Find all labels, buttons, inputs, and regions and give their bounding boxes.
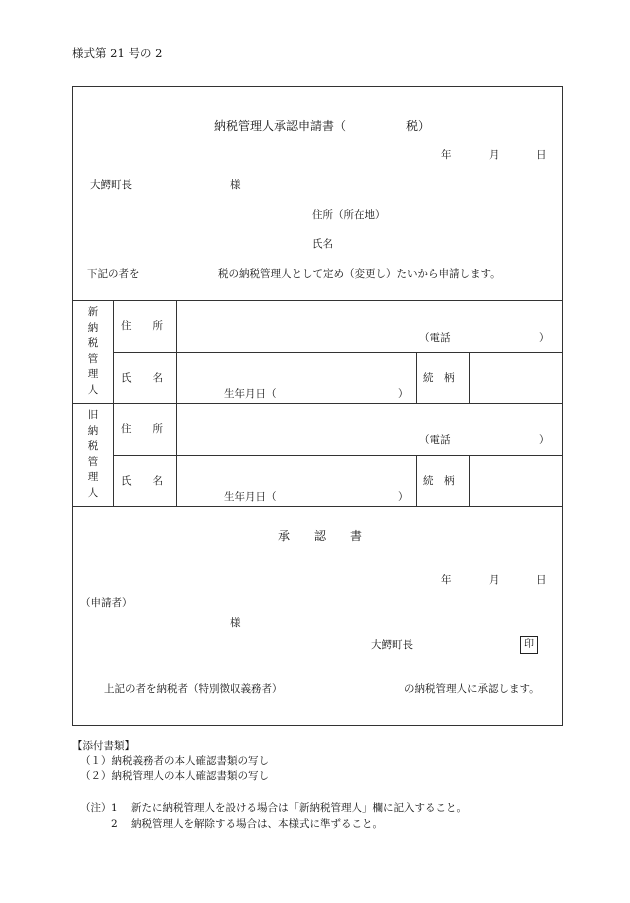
new-phone-close: ）	[539, 332, 550, 344]
attachment-item: （１）納税義務者の本人確認書類の写し	[80, 755, 269, 767]
application-title-prefix: 納税管理人承認申請書（	[214, 119, 347, 133]
field-column-line	[176, 300, 177, 506]
application-date-year: 年	[441, 149, 452, 161]
application-title-suffix: 税）	[406, 119, 431, 133]
approval-title: 承 認 書	[278, 529, 363, 543]
old-manager-row-divider	[113, 455, 563, 456]
approval-date-day: 日	[536, 574, 547, 586]
new-manager-row-divider	[113, 352, 563, 353]
applicant-address-label: 住所（所在地）	[312, 209, 386, 221]
note-text: 納税管理人を解除する場合は、本様式に準ずること。	[131, 818, 383, 830]
note-number: 2	[111, 818, 118, 830]
seal-mark: 印	[520, 636, 538, 654]
addressee: 大鰐町長	[90, 179, 132, 191]
old-relation-left-line	[416, 455, 417, 506]
new-relation-left-line	[416, 352, 417, 403]
old-relation-label: 続 柄	[423, 475, 455, 487]
new-name-label: 氏 名	[121, 372, 163, 384]
section-divider	[72, 403, 563, 404]
new-birthdate-close: ）	[398, 388, 409, 400]
attachment-item: （２）納税管理人の本人確認書類の写し	[80, 770, 269, 782]
new-birthdate-open: 生年月日（	[224, 388, 277, 400]
approval-honorific: 様	[230, 617, 241, 629]
request-text-suffix: 税の納税管理人として定め（変更し）たいから申請します。	[218, 268, 501, 280]
applicant-label: （申請者）	[80, 597, 133, 609]
old-address-label: 住 所	[121, 423, 163, 435]
form-number: 様式第 21 号の 2	[72, 46, 163, 60]
new-address-label: 住 所	[121, 320, 163, 332]
old-birthdate-close: ）	[398, 491, 409, 503]
approval-text-prefix: 上記の者を納税者（特別徴収義務者）	[104, 683, 283, 695]
label-column-line	[113, 300, 114, 506]
old-phone-open: （電話	[419, 434, 451, 446]
approval-date-year: 年	[441, 574, 452, 586]
form-box	[72, 86, 563, 726]
applicant-name-label: 氏名	[312, 238, 333, 250]
application-date-day: 日	[536, 149, 547, 161]
application-date-month: 月	[489, 149, 500, 161]
table-top-line	[72, 300, 563, 301]
old-phone-close: ）	[539, 434, 550, 446]
approval-text-suffix: の納税管理人に承認します。	[404, 683, 540, 695]
approval-date-month: 月	[489, 574, 500, 586]
old-name-label: 氏 名	[121, 475, 163, 487]
old-relation-right-line	[469, 455, 470, 506]
approver: 大鰐町長	[371, 639, 413, 651]
new-relation-right-line	[469, 352, 470, 403]
note-text: 新たに納税管理人を設ける場合は「新納税管理人」欄に記入すること。	[131, 802, 467, 814]
table-bottom-line	[72, 506, 563, 507]
new-manager-section-label: 新 納 税 管 理 人	[87, 306, 99, 396]
notes-label: （注）	[80, 802, 112, 814]
new-relation-label: 続 柄	[423, 372, 455, 384]
old-birthdate-open: 生年月日（	[224, 491, 277, 503]
old-manager-section-label: 旧 納 税 管 理 人	[87, 409, 99, 499]
new-phone-open: （電話	[419, 332, 451, 344]
attachments-heading: 【添付書類】	[72, 740, 135, 752]
note-number: 1	[111, 802, 118, 814]
request-text-prefix: 下記の者を	[87, 268, 140, 280]
addressee-honorific: 様	[230, 179, 241, 191]
